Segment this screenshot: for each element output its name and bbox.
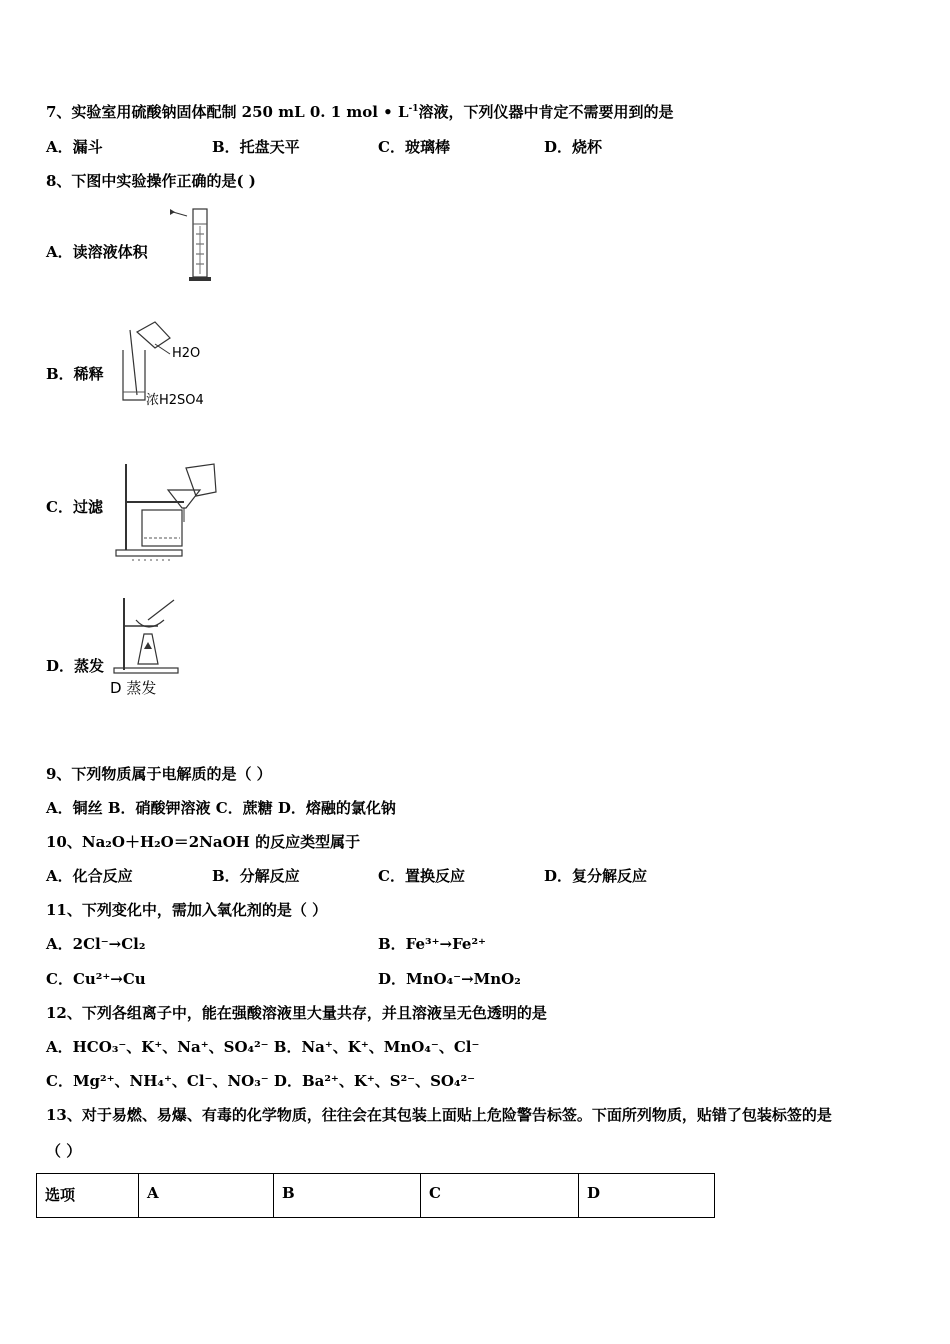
q13-stem: 13、对于易燃、易爆、有毒的化学物质，往往会在其包装上面贴上危险警告标签。下面所列物质，贴错了包装标签的是 (46, 1106, 832, 1124)
filtration-figure (112, 460, 227, 565)
q10-option-b: B．分解反应 (212, 867, 300, 885)
q9-options: A．铜丝 B．硝酸钾溶液 C．蔗糖 D．熔融的氯化钠 (46, 799, 396, 817)
q7-stem: 7、实验室用硫酸钠固体配制 250 mL 0. 1 mol • $L^{-1}$溶液，下列仪器中肯定不需要用到的是 (46, 103, 674, 121)
h2so4-tag: 浓H2SO4 (146, 393, 204, 408)
q7-option-d: D．烧杯 (544, 138, 603, 156)
q10-stem: 10、Na₂O＋H₂O＝2NaOH 的反应类型属于 (46, 833, 361, 851)
q11-stem: 11、下列变化中，需加入氧化剂的是（ ） (46, 901, 328, 919)
q12-options-row1: A．HCO₃⁻、K⁺、Na⁺、SO₄²⁻ B．Na⁺、K⁺、MnO₄⁻、Cl⁻ (46, 1038, 480, 1056)
q11-option-a: A．2Cl⁻→Cl₂ (46, 935, 146, 953)
h2o-tag: H2O (172, 346, 201, 361)
table-header-a: A (139, 1174, 274, 1218)
q8-option-c: C．过滤 (46, 498, 103, 516)
q10-option-c: C．置换反应 (378, 867, 465, 885)
table-header-option: 选项 (37, 1174, 139, 1218)
q8-option-b: B．稀释 (46, 365, 104, 383)
q10-option-a: A．化合反应 (46, 867, 133, 885)
q11-option-c: C．Cu²⁺→Cu (46, 970, 146, 988)
q8-option-a: A．读溶液体积 (46, 243, 148, 261)
q13-options-table (36, 1173, 715, 1218)
q8-option-d: D．蒸发 (46, 657, 105, 675)
table-header-c: C (421, 1174, 579, 1218)
q11-option-d: D．MnO₄⁻→MnO₂ (378, 970, 521, 988)
q8-stem: 8、下图中实验操作正确的是( ) (46, 172, 256, 190)
table-header-d: D (579, 1174, 715, 1218)
q7-option-c: C．玻璃棒 (378, 138, 450, 156)
q10-option-d: D．复分解反应 (544, 867, 648, 885)
q9-stem: 9、下列物质属于电解质的是（ ） (46, 765, 272, 783)
table-header-b: B (274, 1174, 421, 1218)
q12-options-row2: C．Mg²⁺、NH₄⁺、Cl⁻、NO₃⁻ D．Ba²⁺、K⁺、S²⁻、SO₄²⁻ (46, 1072, 476, 1090)
q7-option-a: A．漏斗 (46, 138, 103, 156)
evaporation-caption: D 蒸发 (110, 679, 157, 697)
evaporation-figure (108, 594, 188, 676)
q12-stem: 12、下列各组离子中，能在强酸溶液里大量共存，并且溶液呈无色透明的是 (46, 1004, 547, 1022)
table-row (37, 1174, 715, 1218)
q11-option-b: B．Fe³⁺→Fe²⁺ (378, 935, 486, 953)
q7-option-b: B．托盘天平 (212, 138, 300, 156)
graduated-cylinder-figure (165, 204, 220, 284)
q13-stem-bracket: （ ） (46, 1142, 82, 1160)
